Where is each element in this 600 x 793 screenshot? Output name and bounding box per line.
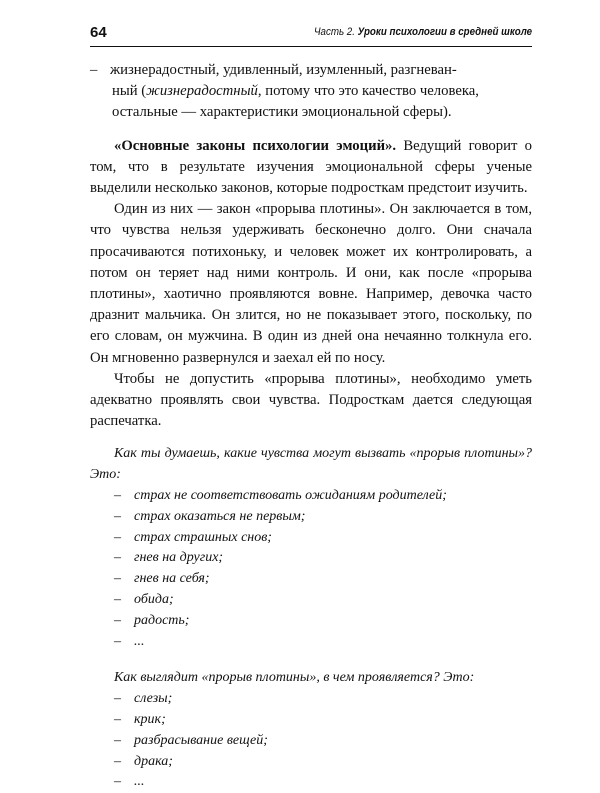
list-item-text: радость; <box>134 612 190 628</box>
list-item <box>114 528 532 549</box>
list-item-text: слезы; <box>134 691 173 707</box>
list-item <box>114 569 532 590</box>
list-item-text: драка; <box>134 753 173 769</box>
intro-list-item <box>90 60 532 124</box>
list-dash: – <box>114 571 121 587</box>
list-dash: – <box>90 62 98 78</box>
paragraph-handout-intro: Чтобы не допустить «прорыва плотины», необходимо уметь адекватно проявлять свои чувства. Подросткам дается следующая распечатка. <box>90 370 532 430</box>
page-header <box>90 20 532 47</box>
intro-line-2-italic: жизнерадостный <box>146 83 258 100</box>
handout-question-1: Как ты думаешь, какие чувства могут вызвать «прорыв плотины»? Это: <box>90 446 532 483</box>
list-item <box>114 731 532 752</box>
list-dash: – <box>114 633 121 649</box>
list-item <box>114 548 532 569</box>
intro-line-3: остальные — характеристики эмоциональной сферы). <box>112 104 452 121</box>
page-number: 64 <box>90 24 107 41</box>
list-item-text: страх оказаться не первым; <box>134 508 306 524</box>
running-head <box>314 26 532 38</box>
list-item <box>114 611 532 632</box>
paragraph-laws-text: Ведущий говорит о том, что в результате изучения эмоциональной сферы ученые выделили несколько законов, которые подросткам предстоит изучить. <box>90 137 532 197</box>
intro-line-2-post: , потому что это качество человека, <box>257 83 479 100</box>
list-item-text: крик; <box>134 712 166 728</box>
list-dash: – <box>114 612 121 628</box>
page-body <box>90 60 532 793</box>
section-heading: «Основные законы психологии эмоций». <box>114 137 397 154</box>
running-head-part: Часть 2. <box>313 26 355 38</box>
handout <box>90 444 532 793</box>
list-item <box>114 752 532 773</box>
intro-line-1: жизнерадостный, удивленный, изумленный, разгневан- <box>110 62 457 78</box>
intro-line-2-pre: ный ( <box>112 83 147 100</box>
list-dash: – <box>114 774 121 790</box>
handout-question-2: Как выглядит «прорыв плотины», в чем проявляется? Это: <box>114 670 475 686</box>
list-item-text: страх не соответствовать ожиданиям родителей; <box>134 488 447 504</box>
handout-list-2 <box>90 689 532 793</box>
list-item <box>114 590 532 611</box>
list-item <box>114 689 532 710</box>
list-item-text: обида; <box>134 592 174 608</box>
list-dash: – <box>114 732 121 748</box>
list-item-text: гнев на других; <box>134 550 224 566</box>
list-item <box>114 632 532 653</box>
list-dash: – <box>114 550 121 566</box>
list-dash: – <box>114 592 121 608</box>
list-item <box>114 507 532 528</box>
list-item <box>114 772 532 793</box>
list-item-text: ... <box>134 633 145 649</box>
running-head-title: Уроки психологии в средней школе <box>357 26 532 38</box>
list-dash: – <box>114 508 121 524</box>
list-dash: – <box>114 753 121 769</box>
list-dash: – <box>114 691 121 707</box>
list-item-text: ... <box>134 774 145 790</box>
handout-list-1 <box>90 486 532 652</box>
paragraph-dam-law: Один из них — закон «прорыва плотины». Он заключается в том, что чувства нельзя удерживать бесконечно долго. Они сначала просачиваются потихоньку, и человек может их контролировать, а потом он теряет над ними контроль. И они, как после «прорыва плотины», хаотично проявляются вовне. Например, девочка часто дразнит мальчика. Он злится, но не показывает этого, поскольку, по его словам, он мужчина. В один из дней она нечаянно толкнула его. Он мгновенно развернулся и заехал ей по носу. <box>90 201 532 366</box>
paragraph-laws-intro <box>90 136 532 200</box>
list-item-text: страх страшных снов; <box>134 529 272 545</box>
list-item <box>114 486 532 507</box>
list-item-text: гнев на себя; <box>134 571 210 587</box>
list-dash: – <box>114 488 121 504</box>
list-dash: – <box>114 712 121 728</box>
list-dash: – <box>114 529 121 545</box>
list-item-text: разбрасывание вещей; <box>134 732 268 748</box>
list-item <box>114 710 532 731</box>
